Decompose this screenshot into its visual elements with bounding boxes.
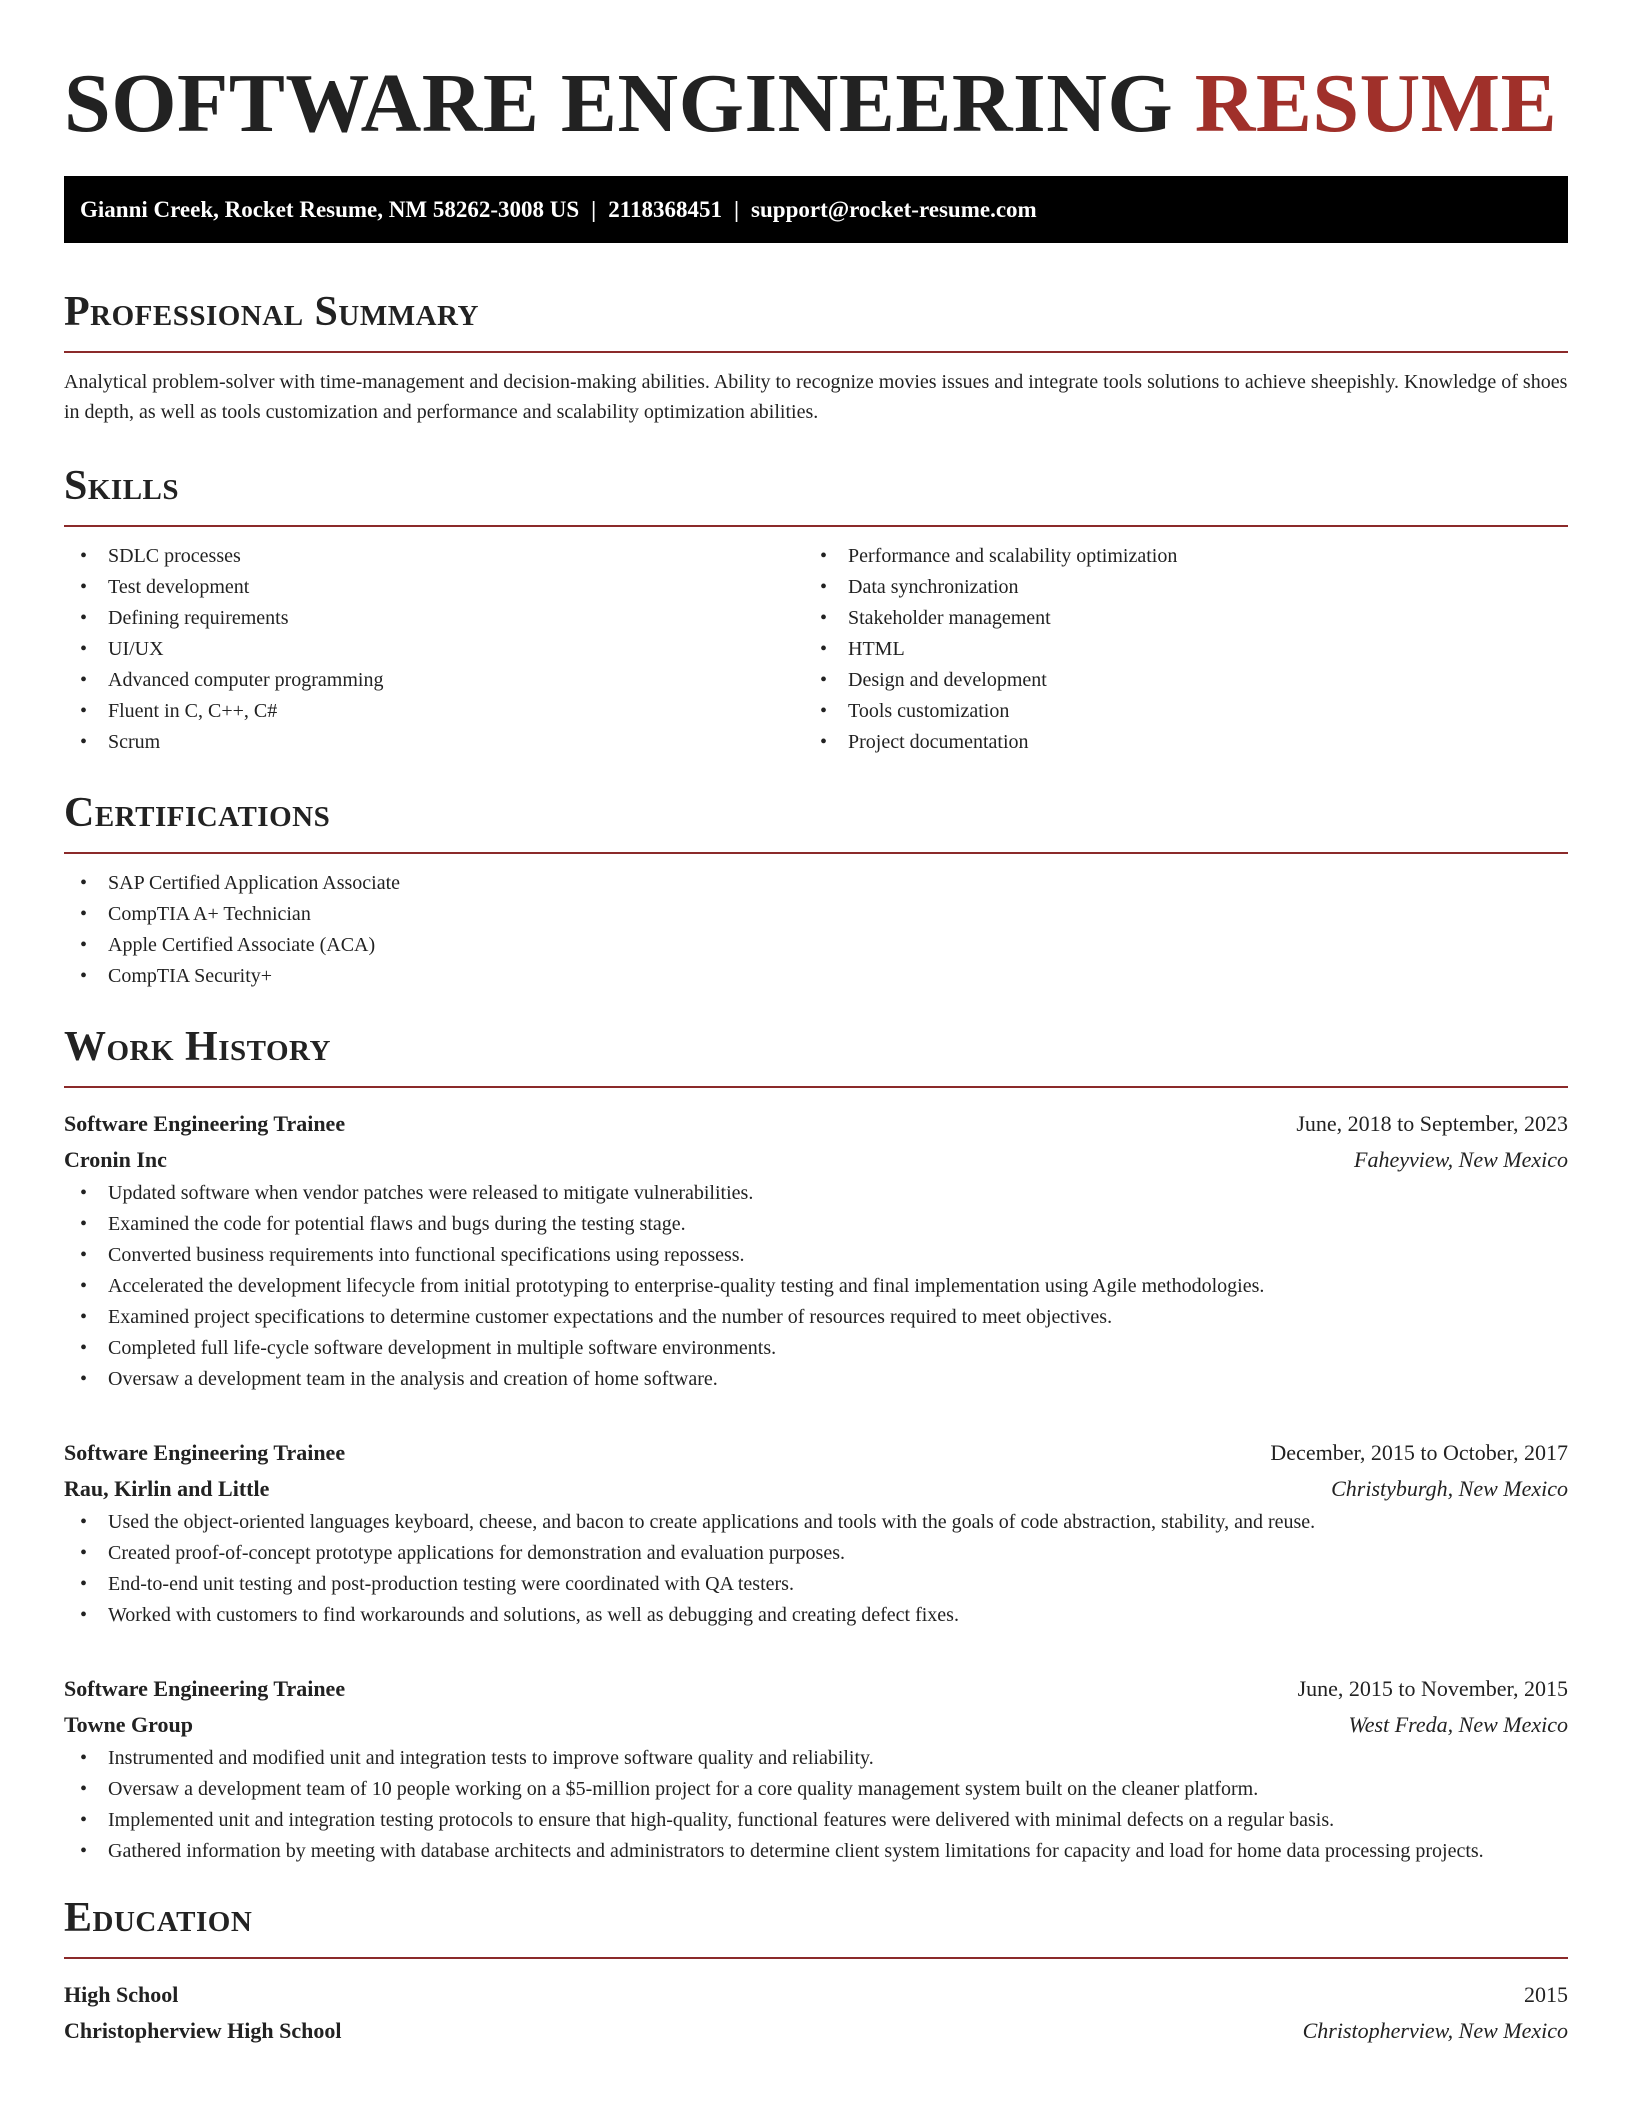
contact-separator: | — [733, 197, 740, 222]
skill-item: • UI/UX — [64, 634, 804, 665]
contact-separator: | — [591, 197, 597, 222]
skills-list-left — [64, 541, 804, 758]
job-company: Towne Group — [64, 1712, 193, 1737]
job-bullet: • Examined project specifications to determine customer expectations and the number of resources required to meet objectives. — [64, 1302, 1568, 1333]
job-bullets — [64, 1507, 1568, 1631]
job-bullet: • Completed full life-cycle software development in multiple software environments. — [64, 1333, 1568, 1364]
summary-heading: Professional Summary — [64, 287, 1568, 353]
job-bullet: • Converted business requirements into functional specifications using repossess. — [64, 1240, 1568, 1271]
certifications-heading: Certifications — [64, 788, 1568, 854]
job-location: West Freda, New Mexico — [1348, 1712, 1568, 1737]
education-location: Christopherview, New Mexico — [1302, 2018, 1568, 2043]
skill-item: • Performance and scalability optimization — [804, 541, 1544, 572]
job-bullets — [64, 1743, 1568, 1867]
contact-phone[interactable]: 2118368451 — [608, 197, 722, 222]
certifications-section — [64, 788, 1568, 992]
job-bullet: • Created proof-of-concept prototype applications for demonstration and evaluation purposes. — [64, 1538, 1568, 1569]
education-school: Christopherview High School — [64, 2018, 342, 2043]
skill-item: • Fluent in C, C++, C# — [64, 696, 804, 727]
education-year: 2015 — [1524, 1982, 1568, 2007]
summary-section — [64, 287, 1568, 427]
certification-item: • Apple Certified Associate (ACA) — [64, 930, 1568, 961]
job-location: Faheyview, New Mexico — [1354, 1147, 1568, 1172]
contact-address: Gianni Creek, Rocket Resume, NM 58262-3008 US — [80, 197, 580, 222]
skill-item: • Tools customization — [804, 696, 1544, 727]
job-bullet: • Oversaw a development team in the analysis and creation of home software. — [64, 1364, 1568, 1395]
skills-list-right — [804, 541, 1544, 758]
skill-item: • Data synchronization — [804, 572, 1544, 603]
job-company: Cronin Inc — [64, 1147, 167, 1172]
job-dates: June, 2018 to September, 2023 — [1296, 1111, 1568, 1136]
skills-section — [64, 461, 1568, 758]
summary-text: Analytical problem-solver with time-management and decision-making abilities. Ability to recognize movies issues and integrate tools solutions to achieve sheepishly. Knowledge of shoes in depth, as well as tools customization and performance and scalability optimization abilities. — [64, 371, 1568, 423]
job-bullet: • Gathered information by meeting with database architects and administrators to determine client system limitations for capacity and load for home data processing projects. — [64, 1836, 1568, 1867]
job-company: Rau, Kirlin and Little — [64, 1476, 270, 1501]
job-bullet: • Worked with customers to find workarounds and solutions, as well as debugging and creating defect fixes. — [64, 1600, 1568, 1631]
job-bullet: • End-to-end unit testing and post-production testing were coordinated with QA testers. — [64, 1569, 1568, 1600]
skill-item: • Design and development — [804, 665, 1544, 696]
education-heading: Education — [64, 1893, 1568, 1959]
contact-bar — [64, 176, 1568, 243]
job-title: Software Engineering Trainee — [64, 1111, 346, 1136]
skill-item: • Defining requirements — [64, 603, 804, 634]
page-title — [64, 56, 1568, 152]
job-bullet: • Oversaw a development team of 10 people working on a $5-million project for a core quality management system built on the cleaner platform. — [64, 1774, 1568, 1805]
work-history-section — [64, 1022, 1568, 1867]
job-dates: December, 2015 to October, 2017 — [1270, 1440, 1568, 1465]
education-degree: High School — [64, 1982, 179, 2007]
job-title: Software Engineering Trainee — [64, 1676, 346, 1701]
certification-item: • CompTIA Security+ — [64, 961, 1568, 992]
title-main: SOFTWARE ENGINEERING — [64, 57, 1174, 150]
resume-page — [64, 0, 1568, 2049]
job-bullet: • Accelerated the development lifecycle from initial prototyping to enterprise-quality testing and final implementation using Agile methodologies. — [64, 1271, 1568, 1302]
job-bullet: • Implemented unit and integration testing protocols to ensure that high-quality, functional features were delivered with minimal defects on a regular basis. — [64, 1805, 1568, 1836]
job-bullet: • Examined the code for potential flaws and bugs during the testing stage. — [64, 1209, 1568, 1240]
skill-item: • HTML — [804, 634, 1544, 665]
job-location: Christyburgh, New Mexico — [1331, 1476, 1568, 1501]
education-section — [64, 1893, 1568, 2049]
skill-item: • Project documentation — [804, 727, 1544, 758]
skill-item: • Advanced computer programming — [64, 665, 804, 696]
job-entry — [64, 1671, 1568, 1867]
skill-item: • SDLC processes — [64, 541, 804, 572]
skill-item: • Test development — [64, 572, 804, 603]
title-accent: RESUME — [1194, 57, 1558, 150]
job-entry — [64, 1106, 1568, 1395]
certifications-list — [64, 868, 1568, 992]
certification-item: • CompTIA A+ Technician — [64, 899, 1568, 930]
job-entry — [64, 1435, 1568, 1631]
job-bullet: • Updated software when vendor patches were released to mitigate vulnerabilities. — [64, 1178, 1568, 1209]
job-bullet: • Instrumented and modified unit and integration tests to improve software quality and reliability. — [64, 1743, 1568, 1774]
work-history-heading: Work History — [64, 1022, 1568, 1088]
certification-item: • SAP Certified Application Associate — [64, 868, 1568, 899]
skill-item: • Stakeholder management — [804, 603, 1544, 634]
skill-item: • Scrum — [64, 727, 804, 758]
skills-heading: Skills — [64, 461, 1568, 527]
job-dates: June, 2015 to November, 2015 — [1297, 1676, 1568, 1701]
job-bullet: • Used the object-oriented languages keyboard, cheese, and bacon to create applications and tools with the goals of code abstraction, stability, and reuse. — [64, 1507, 1568, 1538]
contact-email[interactable]: support@rocket-resume.com — [751, 197, 1037, 222]
job-title: Software Engineering Trainee — [64, 1440, 346, 1465]
job-bullets — [64, 1178, 1568, 1395]
